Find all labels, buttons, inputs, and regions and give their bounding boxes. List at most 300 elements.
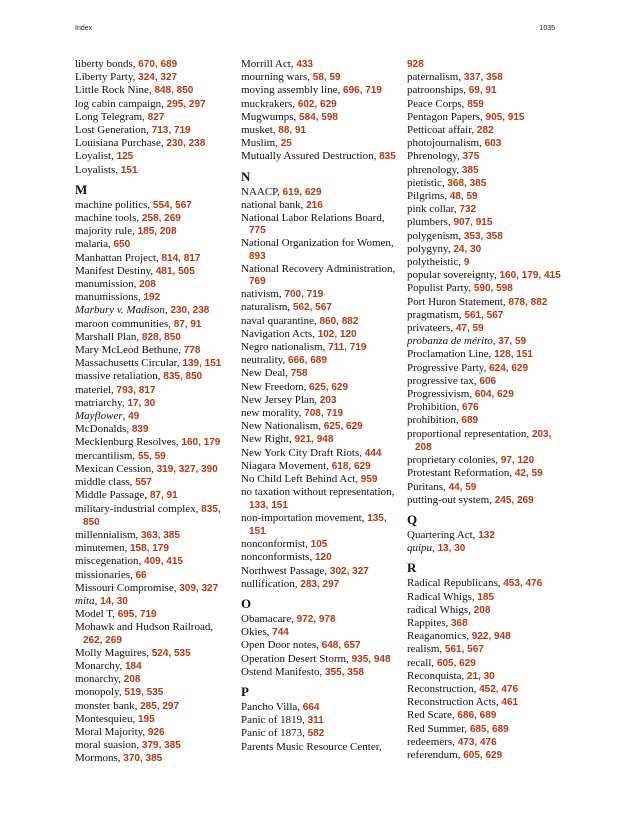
index-entry bbox=[241, 367, 401, 380]
page-references[interactable]: 860, 882 bbox=[319, 315, 359, 327]
index-term: McDonalds, bbox=[75, 423, 132, 436]
index-entry bbox=[241, 98, 401, 111]
page-references[interactable]: 685, 689 bbox=[469, 723, 509, 735]
index-entry bbox=[241, 58, 401, 71]
index-entry bbox=[407, 657, 567, 670]
index-entry bbox=[241, 460, 401, 473]
index-term: Molly Maguires, bbox=[75, 646, 152, 659]
index-term: malaria, bbox=[75, 238, 114, 251]
index-entry bbox=[407, 414, 567, 427]
page-references[interactable]: 48, 59 bbox=[449, 191, 478, 203]
index-entry bbox=[241, 341, 401, 354]
page-references[interactable]: 24, 30 bbox=[453, 243, 482, 255]
running-head-title: Index bbox=[75, 25, 93, 32]
index-term: New Nationalism, bbox=[241, 420, 324, 433]
page-references[interactable]: 203 bbox=[319, 394, 337, 406]
index-term: manumission, bbox=[75, 278, 140, 291]
index-entry bbox=[407, 709, 567, 722]
index-entry bbox=[241, 666, 401, 679]
index-entry bbox=[241, 199, 401, 212]
page-references[interactable]: 972, 978 bbox=[296, 613, 336, 625]
page-references[interactable]: 208 bbox=[473, 604, 491, 616]
index-entry bbox=[407, 137, 567, 150]
page-references[interactable]: 49 bbox=[128, 411, 140, 423]
page-references[interactable]: 87, 91 bbox=[149, 490, 178, 502]
index-term: Pentagon Papers, bbox=[407, 110, 486, 123]
index-entry bbox=[241, 551, 401, 564]
index-term: Mayflower bbox=[75, 410, 123, 423]
page-references[interactable]: 606 bbox=[479, 375, 497, 387]
page-references[interactable]: 778 bbox=[183, 345, 201, 357]
index-term: New Jersey Plan, bbox=[241, 393, 320, 406]
page-references[interactable]: 9 bbox=[463, 257, 470, 269]
page-references[interactable]: 208 bbox=[139, 279, 156, 291]
page-references[interactable]: 664 bbox=[302, 701, 320, 713]
index-term: Navigation Acts, bbox=[241, 327, 318, 340]
index-entry bbox=[75, 476, 235, 489]
page-references[interactable]: 590, 598 bbox=[473, 283, 513, 295]
page-references[interactable]: 87, 91 bbox=[173, 318, 202, 330]
index-entry bbox=[407, 243, 567, 256]
page-references[interactable]: 13, 30 bbox=[437, 543, 466, 555]
page-references[interactable]: 125 bbox=[116, 151, 134, 163]
page-references[interactable]: 409, 415 bbox=[144, 556, 183, 568]
index-term: monarchy, bbox=[75, 673, 124, 686]
index-letter-heading: P bbox=[241, 683, 249, 699]
page-references[interactable]: 245, 269 bbox=[494, 494, 534, 506]
page-references[interactable]: 285, 297 bbox=[140, 700, 180, 712]
page-references[interactable]: 959 bbox=[360, 474, 378, 486]
index-term: miscegenation, bbox=[75, 555, 145, 568]
index-term: Moral Majority, bbox=[75, 725, 148, 738]
page-references[interactable]: 102, 120 bbox=[317, 328, 357, 340]
page-references[interactable]: 192 bbox=[143, 292, 161, 304]
index-term: No Child Left Behind Act, bbox=[241, 473, 361, 486]
index-term: probanza de mérito bbox=[407, 335, 493, 348]
index-term: Proclamation Line, bbox=[407, 348, 495, 361]
page-references[interactable]: 907, 915 bbox=[453, 217, 493, 229]
page-references[interactable]: 216 bbox=[306, 199, 323, 211]
index-entry bbox=[75, 555, 235, 568]
index-term: Reconstruction Acts, bbox=[407, 696, 502, 709]
page-references[interactable]: 120 bbox=[314, 552, 332, 564]
page-references[interactable]: 185, 208 bbox=[137, 226, 177, 238]
index-entry bbox=[407, 269, 567, 282]
page-references[interactable]: 695, 719 bbox=[117, 609, 157, 621]
index-term: muckrakers, bbox=[241, 97, 298, 110]
index-term: Reaganomics, bbox=[407, 630, 472, 643]
index-term: Morrill Act, bbox=[241, 58, 297, 70]
page-references[interactable]: 363, 385 bbox=[141, 529, 180, 541]
index-entry bbox=[75, 212, 235, 225]
page-references[interactable]: 561, 567 bbox=[464, 309, 504, 321]
index-term: Reconquista, bbox=[407, 669, 467, 682]
page-references[interactable]: 324, 327 bbox=[138, 72, 178, 84]
page-references[interactable]: 47, 59 bbox=[455, 323, 484, 335]
page-references[interactable]: 481, 505 bbox=[155, 265, 195, 277]
index-entry bbox=[241, 71, 401, 84]
index-entry bbox=[75, 225, 235, 238]
page-references[interactable]: 128, 151 bbox=[494, 349, 533, 361]
page-references[interactable]: 928 bbox=[407, 59, 424, 70]
page-references[interactable]: 700, 719 bbox=[284, 289, 324, 301]
index-entry bbox=[407, 683, 567, 696]
page-references[interactable]: 337, 358 bbox=[463, 72, 503, 84]
page-references[interactable]: 602, 629 bbox=[297, 98, 337, 110]
page-references[interactable]: 893 bbox=[249, 250, 266, 262]
page-references[interactable]: 17, 30 bbox=[127, 397, 156, 409]
index-entry bbox=[407, 98, 567, 111]
page-references[interactable]: 839 bbox=[131, 424, 149, 436]
page-references[interactable]: 584, 598 bbox=[299, 111, 338, 123]
page-references[interactable]: 676 bbox=[462, 402, 479, 414]
index-entry bbox=[241, 288, 401, 301]
page-references[interactable]: 25 bbox=[280, 138, 292, 150]
index-entry bbox=[75, 137, 235, 150]
index-entry bbox=[241, 653, 401, 666]
index-term: mita bbox=[75, 594, 95, 607]
index-term: Radical Whigs, bbox=[407, 590, 478, 603]
page-references[interactable]: 827 bbox=[147, 111, 165, 123]
index-entry bbox=[241, 354, 401, 367]
index-term: machine politics, bbox=[75, 198, 153, 211]
page-references[interactable]: 230, 238 bbox=[170, 305, 210, 317]
page-references[interactable]: 368, 385 bbox=[447, 177, 487, 189]
index-term: polygenism, bbox=[407, 229, 464, 242]
page-references[interactable]: 666, 689 bbox=[287, 355, 327, 367]
index-term: naval quarantine, bbox=[241, 314, 320, 327]
page-references[interactable]: 433 bbox=[296, 59, 313, 70]
page-references[interactable]: 97, 120 bbox=[500, 455, 535, 467]
index-term: Pilgrims, bbox=[407, 190, 450, 203]
page-references[interactable]: 69, 91 bbox=[468, 85, 497, 97]
index-term: NAACP, bbox=[241, 185, 283, 198]
index-entry bbox=[75, 252, 235, 265]
index-term-separator: , bbox=[492, 335, 499, 348]
page-references[interactable]: 370, 385 bbox=[123, 753, 163, 765]
page-references[interactable]: 14, 30 bbox=[100, 595, 128, 607]
index-term: Pancho Villa, bbox=[241, 700, 303, 713]
page-references[interactable]: 524, 535 bbox=[151, 647, 191, 659]
index-entry bbox=[75, 304, 235, 317]
index-entry bbox=[75, 397, 235, 410]
index-term: Parents Music Resource Center, bbox=[241, 740, 382, 753]
index-entry bbox=[75, 608, 235, 621]
page-references[interactable]: 859 bbox=[467, 98, 484, 110]
index-entry bbox=[75, 265, 235, 278]
page-references[interactable]: 283, 297 bbox=[300, 578, 340, 590]
page-references[interactable]: 686, 689 bbox=[457, 710, 497, 722]
page-references[interactable]: 561, 567 bbox=[444, 644, 484, 656]
index-entry bbox=[75, 318, 235, 331]
page-references[interactable]: 133, 151 bbox=[249, 499, 288, 511]
page-references[interactable]: 42, 59 bbox=[514, 468, 543, 480]
index-entry bbox=[241, 381, 401, 394]
page-references[interactable]: 66 bbox=[135, 569, 147, 581]
index-term: Long Telegram, bbox=[75, 110, 148, 123]
index-term: Mormons, bbox=[75, 752, 124, 765]
index-entry bbox=[75, 726, 235, 739]
page-references[interactable]: 444 bbox=[364, 447, 382, 459]
page-references[interactable]: 379, 385 bbox=[141, 740, 181, 752]
index-term: Missouri Compromise, bbox=[75, 581, 180, 594]
index-term: moving assembly line, bbox=[241, 84, 344, 97]
page-references[interactable]: 385 bbox=[461, 164, 479, 176]
page-references[interactable]: 158, 179 bbox=[130, 543, 169, 555]
page-references[interactable]: 878, 882 bbox=[508, 296, 548, 308]
page-references[interactable]: 21, 30 bbox=[466, 670, 495, 682]
index-term: Model T, bbox=[75, 608, 118, 621]
index-entry bbox=[241, 420, 401, 433]
index-entry bbox=[407, 150, 567, 163]
index-term: liberty bonds, bbox=[75, 58, 139, 70]
page-references[interactable]: 905, 915 bbox=[485, 111, 525, 123]
page-references[interactable]: 758 bbox=[290, 368, 308, 380]
index-entry bbox=[407, 388, 567, 401]
index-entry bbox=[241, 565, 401, 578]
page-references[interactable]: 353, 358 bbox=[463, 230, 503, 242]
page-references[interactable]: 208 bbox=[123, 674, 141, 686]
page-references[interactable]: 769 bbox=[249, 276, 266, 288]
index-term: Marbury v. Madison bbox=[75, 304, 165, 317]
page-references[interactable]: 619, 629 bbox=[282, 186, 322, 198]
index-term: proportional representation, bbox=[407, 427, 532, 440]
page-references[interactable]: 650 bbox=[113, 239, 131, 251]
index-term: nullification, bbox=[241, 577, 301, 590]
index-entry bbox=[407, 230, 567, 243]
index-entry bbox=[407, 375, 567, 388]
index-entry bbox=[241, 433, 401, 446]
index-entry bbox=[75, 344, 235, 357]
index-term: Reconstruction, bbox=[407, 682, 480, 695]
page-references[interactable]: 775 bbox=[249, 225, 266, 237]
page-references[interactable]: 554, 567 bbox=[152, 199, 192, 211]
page-references[interactable]: 452, 476 bbox=[479, 683, 519, 695]
page-references[interactable]: 926 bbox=[147, 726, 165, 738]
index-entry bbox=[407, 177, 567, 190]
index-term: photojournalism, bbox=[407, 137, 485, 150]
index-term: proprietary colonies, bbox=[407, 454, 501, 467]
index-term: Northwest Passage, bbox=[241, 564, 330, 577]
index-term: plumbers, bbox=[407, 216, 454, 229]
index-term: New York City Draft Riots, bbox=[241, 446, 365, 459]
page-references[interactable]: 44, 59 bbox=[448, 481, 477, 493]
index-term: Loyalists, bbox=[75, 163, 121, 176]
page-references[interactable]: 368 bbox=[451, 617, 468, 629]
index-term: popular sovereignty, bbox=[407, 269, 500, 282]
index-entry bbox=[75, 503, 235, 529]
page-references[interactable]: 922, 948 bbox=[471, 631, 511, 643]
index-entry bbox=[241, 447, 401, 460]
page-references[interactable]: 835, 850 bbox=[83, 503, 221, 528]
page-references[interactable]: 184 bbox=[125, 660, 142, 672]
index-entry bbox=[75, 111, 235, 124]
index-entry bbox=[241, 237, 401, 262]
page-references[interactable]: 160, 179, 415 bbox=[499, 270, 561, 282]
index-term: Red Summer, bbox=[407, 722, 470, 735]
index-term: National Labor Relations Board, bbox=[241, 212, 385, 225]
index-term: missionaries, bbox=[75, 568, 136, 581]
page-references[interactable]: 557 bbox=[135, 477, 152, 489]
page-references[interactable]: 105 bbox=[310, 539, 328, 551]
index-entry bbox=[75, 370, 235, 383]
page-references[interactable]: 921, 948 bbox=[294, 434, 334, 446]
index-entry bbox=[75, 384, 235, 397]
page-references[interactable]: 835 bbox=[379, 151, 396, 163]
page-references[interactable]: 604, 629 bbox=[474, 389, 514, 401]
index-term: Massachusetts Circular, bbox=[75, 357, 183, 370]
page-references[interactable]: 375 bbox=[462, 151, 480, 163]
index-term: paternalism, bbox=[407, 71, 464, 84]
page-references[interactable]: 302, 327 bbox=[329, 565, 369, 577]
page-references[interactable]: 311 bbox=[307, 715, 324, 727]
index-entry bbox=[75, 124, 235, 137]
index-entry bbox=[75, 739, 235, 752]
index-term: neutrality, bbox=[241, 354, 288, 367]
page-references[interactable]: 262, 269 bbox=[83, 634, 122, 646]
page-references[interactable]: 625, 629 bbox=[309, 381, 349, 393]
index-entry bbox=[407, 190, 567, 203]
page-references[interactable]: 935, 948 bbox=[351, 653, 391, 665]
page-references[interactable]: 603 bbox=[484, 138, 502, 150]
page-references[interactable]: 473, 476 bbox=[457, 736, 497, 748]
index-entry bbox=[75, 582, 235, 595]
index-entry bbox=[75, 595, 235, 608]
index-term: polygyny, bbox=[407, 242, 454, 255]
page-references[interactable]: 309, 327 bbox=[179, 582, 219, 594]
index-entry bbox=[407, 282, 567, 295]
page-references[interactable]: 461 bbox=[501, 697, 519, 709]
page-references[interactable]: 282 bbox=[476, 125, 494, 137]
page-references[interactable]: 295, 297 bbox=[166, 98, 206, 110]
page-references[interactable]: 625, 629 bbox=[323, 421, 363, 433]
index-entry bbox=[241, 701, 401, 714]
page-references[interactable]: 562, 567 bbox=[292, 302, 332, 314]
page-references[interactable]: 319, 327, 390 bbox=[156, 463, 218, 475]
index-entry bbox=[407, 577, 567, 590]
page-references[interactable]: 230, 238 bbox=[166, 138, 206, 150]
index-column-1 bbox=[75, 58, 235, 766]
index-term: Phrenology, bbox=[407, 150, 463, 163]
page-references[interactable]: 814, 817 bbox=[161, 252, 201, 264]
index-entry bbox=[75, 542, 235, 555]
page-references[interactable]: 185 bbox=[477, 591, 495, 603]
index-term: National Recovery Administration, bbox=[241, 262, 396, 275]
page-references[interactable]: 689 bbox=[461, 415, 479, 427]
index-entry bbox=[241, 394, 401, 407]
index-term: musket, bbox=[241, 124, 279, 137]
page-references[interactable]: 582 bbox=[307, 728, 325, 740]
index-entry bbox=[241, 150, 401, 163]
page-references[interactable]: 151 bbox=[120, 164, 138, 176]
page-references[interactable]: 55, 59 bbox=[137, 450, 166, 462]
index-term: Radical Republicans, bbox=[407, 577, 504, 590]
index-term: majority rule, bbox=[75, 225, 138, 238]
page-references[interactable]: 732 bbox=[459, 204, 477, 216]
index-term: Port Huron Statement, bbox=[407, 295, 509, 308]
page-references[interactable]: 744 bbox=[272, 627, 289, 639]
page-references[interactable]: 88, 91 bbox=[278, 125, 307, 137]
page-references[interactable]: 793, 817 bbox=[116, 384, 156, 396]
index-entry bbox=[241, 512, 401, 538]
index-entry bbox=[75, 331, 235, 344]
page-references[interactable]: 203, 208 bbox=[415, 428, 552, 453]
page-references[interactable]: 258, 269 bbox=[141, 213, 181, 225]
page-references[interactable]: 713, 719 bbox=[151, 125, 191, 137]
page-references[interactable]: 848, 850 bbox=[154, 85, 194, 97]
page-references[interactable]: 132 bbox=[478, 529, 495, 541]
index-term: Quartering Act, bbox=[407, 528, 479, 541]
index-term: Panic of 1873, bbox=[241, 727, 308, 740]
index-column-3 bbox=[407, 58, 567, 762]
index-term: no taxation without representation, bbox=[241, 486, 395, 499]
index-term: Mugwumps, bbox=[241, 110, 300, 123]
index-term: Petticoat affair, bbox=[407, 124, 477, 137]
index-term: nativism, bbox=[241, 288, 285, 301]
index-term: millennialism, bbox=[75, 528, 141, 541]
page-references[interactable]: 670, 689 bbox=[138, 59, 178, 70]
page-number: 1035 bbox=[539, 25, 555, 32]
index-entry bbox=[75, 569, 235, 582]
page-references[interactable]: 453, 476 bbox=[503, 578, 543, 590]
index-term: redeemers, bbox=[407, 735, 458, 748]
page-references[interactable]: 135, 151 bbox=[249, 512, 387, 537]
index-term: Muslim, bbox=[241, 137, 281, 150]
index-term: Progressivism, bbox=[407, 388, 475, 401]
page-references[interactable]: 696, 719 bbox=[343, 85, 382, 97]
index-term: Mexican Cession, bbox=[75, 462, 157, 475]
page-references[interactable]: 195 bbox=[137, 713, 155, 725]
index-entry bbox=[75, 84, 235, 97]
index-letter-heading: O bbox=[241, 595, 252, 611]
page-references[interactable]: 58, 59 bbox=[312, 72, 341, 84]
page-references[interactable]: 139, 151 bbox=[182, 358, 222, 370]
index-entry bbox=[407, 454, 567, 467]
page-references[interactable]: 618, 629 bbox=[331, 460, 371, 472]
page-references[interactable]: 835, 850 bbox=[163, 371, 203, 383]
page-references[interactable]: 708, 719 bbox=[304, 408, 344, 420]
index-entry bbox=[241, 639, 401, 652]
index-letter-heading: R bbox=[407, 560, 417, 576]
page-references[interactable]: 519, 535 bbox=[124, 687, 164, 699]
index-entry bbox=[407, 736, 567, 749]
index-term: mercantilism, bbox=[75, 449, 138, 462]
index-term: monopoly, bbox=[75, 686, 125, 699]
page-references[interactable]: 605, 629 bbox=[436, 657, 476, 669]
index-entry bbox=[75, 423, 235, 436]
page-references[interactable]: 648, 657 bbox=[321, 640, 361, 652]
index-entry bbox=[75, 58, 235, 71]
index-term: Open Door notes, bbox=[241, 639, 322, 652]
page-references[interactable]: 711, 719 bbox=[328, 342, 367, 354]
index-column-2 bbox=[241, 58, 401, 753]
index-term: Manifest Destiny, bbox=[75, 264, 156, 277]
index-term: Montesquieu, bbox=[75, 712, 138, 725]
page-references[interactable]: 624, 629 bbox=[489, 362, 529, 374]
index-term-separator: , bbox=[94, 594, 101, 607]
page-references[interactable]: 37, 59 bbox=[498, 336, 527, 348]
page-references[interactable]: 355, 358 bbox=[325, 666, 364, 678]
index-term: Progressive Party, bbox=[407, 361, 490, 374]
index-entry bbox=[407, 529, 567, 542]
index-entry bbox=[241, 741, 401, 753]
index-term: Mecklenburg Resolves, bbox=[75, 436, 182, 449]
page-references[interactable]: 828, 850 bbox=[141, 331, 181, 343]
index-term: nonconformist, bbox=[241, 538, 311, 551]
page-references[interactable]: 605, 629 bbox=[463, 749, 503, 761]
index-entry bbox=[407, 309, 567, 322]
page-references[interactable]: 160, 179 bbox=[181, 437, 221, 449]
